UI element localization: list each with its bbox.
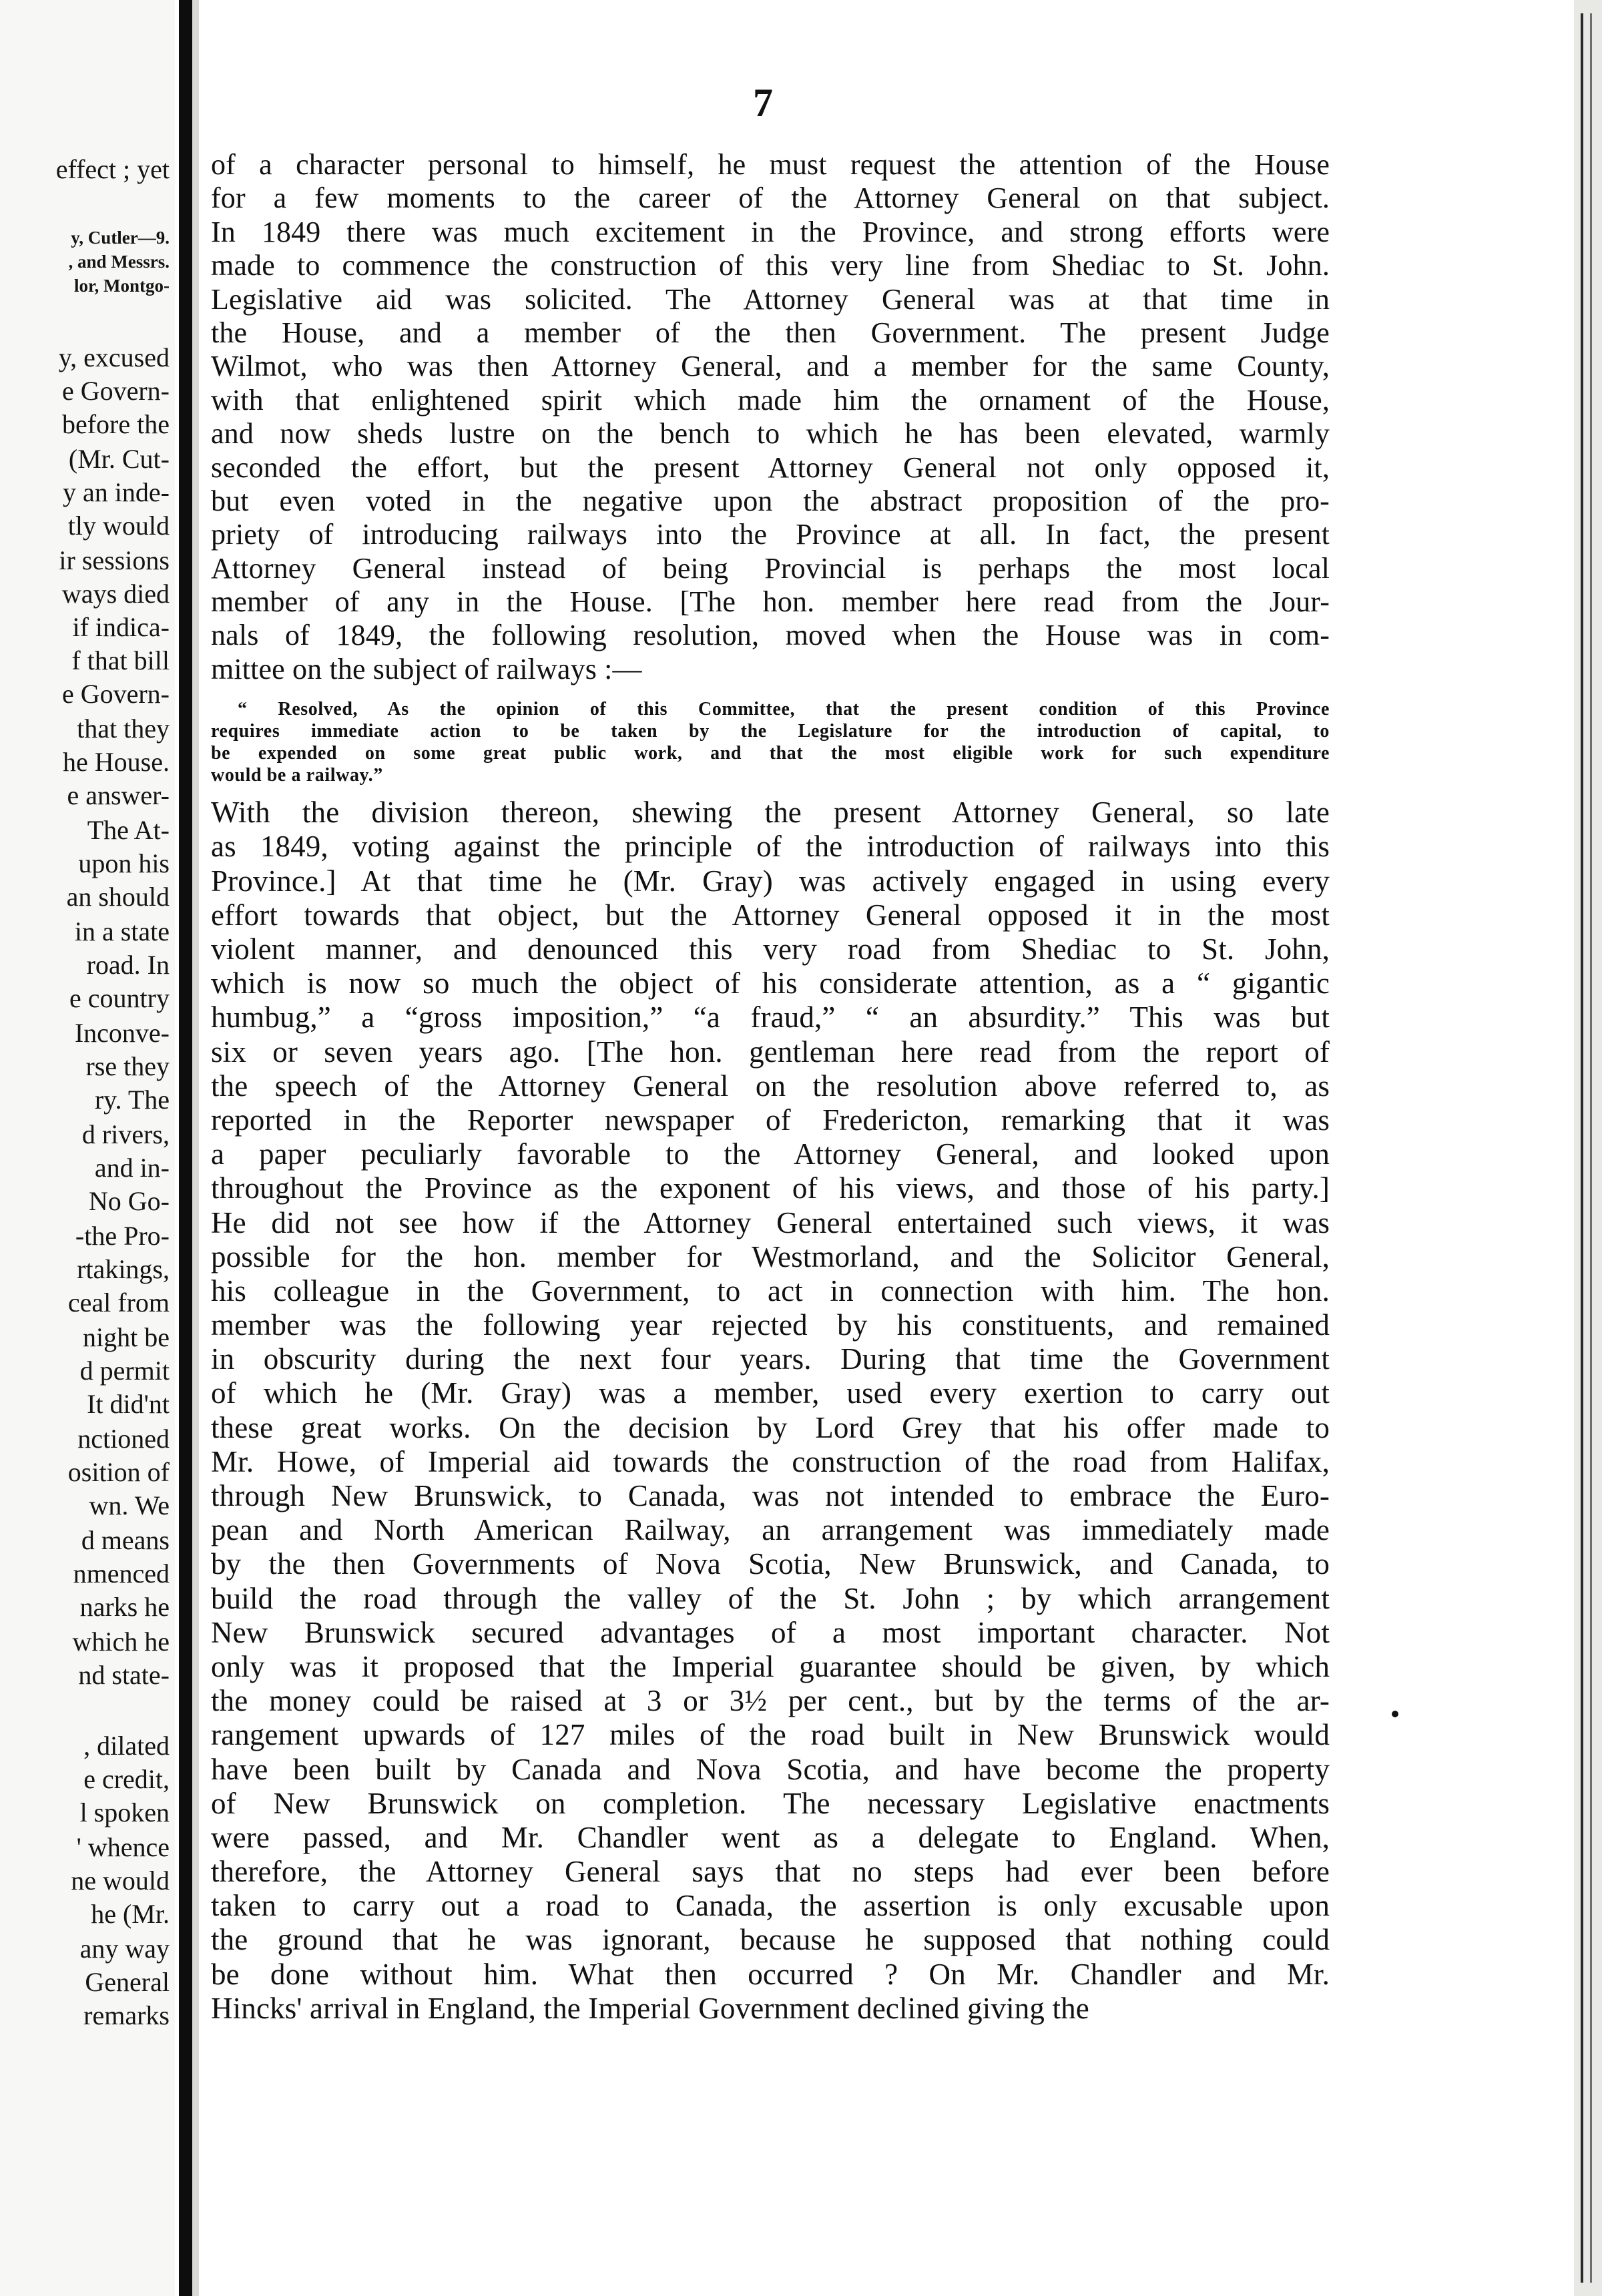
left-page-line: effect ; yet (55, 154, 170, 184)
body-line: violent manner, and denounced this very road from Shediac to St. John, (211, 932, 1330, 966)
left-page-line: upon his (78, 848, 170, 878)
left-page-line: remarks (83, 2000, 170, 2030)
page-edge-line-secondary (1590, 13, 1592, 2283)
left-page-line: in a state (74, 916, 170, 946)
left-page-line: , and Messrs. (68, 252, 170, 272)
body-line: possible for the hon. member for Westmorland, and the Solicitor General, (211, 1239, 1330, 1273)
left-page-line: and in- (94, 1153, 170, 1183)
left-page-line: No Go- (88, 1186, 170, 1216)
left-page-line: lor, Montgo- (74, 276, 170, 296)
body-line: the House, and a member of the then Government. The present Judge (211, 316, 1330, 349)
page-edge-line (1581, 13, 1583, 2283)
body-line: made to commence the construction of this very line from Shediac to St. John. (211, 249, 1330, 282)
body-line: six or seven years ago. [The hon. gentleman here read from the report of (211, 1035, 1330, 1069)
left-page-line: d means (81, 1525, 170, 1555)
body-line: these great works. On the decision by Lord Grey that his offer made to (211, 1410, 1330, 1444)
body-line: mittee on the subject of railways :— (211, 652, 642, 685)
page-gutter (179, 0, 192, 2296)
main-text-column (211, 148, 1330, 2026)
body-line: of New Brunswick on completion. The necessary Legislative enactments (211, 1786, 1330, 1820)
left-page-line: rtakings, (77, 1254, 170, 1284)
left-page-line: l spoken (79, 1797, 170, 1827)
left-page-line: tly would (67, 511, 170, 541)
body-line: seconded the effort, but the present Attorney General not only opposed it, (211, 451, 1330, 484)
body-line: as 1849, voting against the principle of the introduction of railways into this (211, 830, 1330, 864)
left-page-line: he House. (63, 747, 170, 777)
lower-paragraph (211, 796, 1330, 2026)
left-page-line: nd state- (78, 1660, 170, 1690)
left-page-line: Inconve- (74, 1018, 170, 1048)
body-line: With the division thereon, shewing the present Attorney General, so late (211, 796, 1330, 830)
body-line: nals of 1849, the following resolution, moved when the House was in com- (211, 619, 1330, 652)
left-page-line: road. In (86, 950, 170, 980)
left-page-line: ways died (61, 579, 170, 609)
body-line: rangement upwards of 127 miles of the road built in New Brunswick would (211, 1718, 1330, 1752)
left-page-line: ceal from (67, 1287, 170, 1318)
left-page-line: ne would (71, 1866, 170, 1896)
body-line: his colleague in the Government, to act in connection with him. The hon. (211, 1273, 1330, 1308)
left-page-line: ry. The (94, 1085, 170, 1115)
quote-line: would be a railway.” (211, 765, 383, 786)
resolution-quote (211, 698, 1330, 786)
left-page-line: he (Mr. (91, 1899, 170, 1929)
body-line: by the then Governments of Nova Scotia, New Brunswick, and Canada, to (211, 1547, 1330, 1581)
left-page-line: that they (77, 713, 170, 744)
body-line: effort towards that object, but the Attorney General opposed it in the most (211, 898, 1330, 932)
upper-paragraph (211, 148, 1330, 686)
left-page-fragment (0, 0, 175, 2296)
body-line: In 1849 there was much excitement in the Province, and strong efforts were (211, 215, 1330, 248)
body-line: member was the following year rejected by his constituents, and remained (211, 1308, 1330, 1342)
left-page-line: , dilated (83, 1731, 170, 1761)
left-page-line: rse they (85, 1051, 170, 1081)
left-page-line: The At- (87, 815, 170, 845)
left-page-line: nmenced (73, 1558, 170, 1589)
body-line: He did not see how if the Attorney General entertained such views, it was (211, 1205, 1330, 1239)
left-page-line: any way (79, 1934, 170, 1964)
left-page-line: It did'nt (87, 1389, 170, 1419)
body-line: priety of introducing railways into the Province at all. In fact, the present (211, 518, 1330, 551)
left-page-line: wn. We (89, 1490, 170, 1520)
quote-line: requires immediate action to be taken by the Legislature for the introduction of capital, to (211, 721, 1330, 742)
left-page-line: ' whence (76, 1832, 170, 1862)
gutter-shadow (192, 0, 199, 2296)
left-page-line: f that bill (71, 645, 170, 675)
body-line: Province.] At that time he (Mr. Gray) was actively engaged in using every (211, 864, 1330, 898)
body-line: in obscurity during the next four years. During that time the Government (211, 1342, 1330, 1376)
left-page-line: d rivers, (81, 1119, 170, 1149)
body-line: Wilmot, who was then Attorney General, and a member for the same County, (211, 350, 1330, 383)
left-page-line: night be (83, 1322, 170, 1352)
body-line: reported in the Reporter newspaper of Fredericton, remarking that it was (211, 1103, 1330, 1137)
left-page-line: osition of (67, 1457, 170, 1487)
left-page-line: d permit (79, 1356, 170, 1386)
body-line: but even voted in the negative upon the abstract proposition of the pro- (211, 484, 1330, 517)
body-line: which is now so much the object of his considerate attention, as a “ gigantic (211, 966, 1330, 1000)
body-line: have been built by Canada and Nova Scotia, and have become the property (211, 1752, 1330, 1786)
body-line: for a few moments to the career of the Attorney General on that subject. (211, 182, 1330, 215)
body-line: the speech of the Attorney General on the resolution above referred to, as (211, 1069, 1330, 1103)
body-line: be done without him. What then occurred ? On Mr. Chandler and Mr. (211, 1957, 1330, 1991)
quote-line: be expended on some great public work, and that the most eligible work for such expenditure (211, 743, 1330, 764)
left-page-line: e Govern- (61, 679, 170, 709)
body-line: throughout the Province as the exponent of his views, and those of his party.] (211, 1171, 1330, 1205)
left-page-line: General (85, 1967, 170, 1997)
body-line: only was it proposed that the Imperial guarantee should be given, by which (211, 1649, 1330, 1683)
body-line: build the road through the valley of the St. John ; by which arrangement (211, 1581, 1330, 1615)
body-line: Mr. Howe, of Imperial aid towards the construction of the road from Halifax, (211, 1444, 1330, 1478)
body-line: a paper peculiarly favorable to the Attorney General, and looked upon (211, 1137, 1330, 1171)
left-page-line: an should (66, 882, 170, 912)
left-page-line: if indica- (72, 612, 170, 642)
left-page-line: -the Pro- (75, 1221, 170, 1251)
left-page-line: e Govern- (61, 376, 170, 406)
body-line: member of any in the House. [The hon. member here read from the Jour- (211, 585, 1330, 619)
right-page-edge (1574, 0, 1602, 2296)
left-page-line: which he (72, 1627, 170, 1657)
left-page-line: e credit, (83, 1764, 170, 1794)
left-page-line: y, Cutler—9. (71, 228, 170, 248)
body-line: pean and North American Railway, an arrangement was immediately made (211, 1513, 1330, 1547)
body-line: and now sheds lustre on the bench to which he has been elevated, warmly (211, 417, 1330, 451)
left-page-line: (Mr. Cut- (68, 444, 170, 474)
body-line: with that enlightened spirit which made him the ornament of the House, (211, 383, 1330, 416)
page-number: 7 (753, 81, 773, 125)
body-line: New Brunswick secured advantages of a most important character. Not (211, 1615, 1330, 1649)
left-page-line: narks he (79, 1592, 170, 1622)
body-line: were passed, and Mr. Chandler went as a delegate to England. When, (211, 1820, 1330, 1854)
body-line: of a character personal to himself, he must request the attention of the House (211, 148, 1330, 181)
body-line: Attorney General instead of being Provincial is perhaps the most local (211, 551, 1330, 585)
body-line: through New Brunswick, to Canada, was not intended to embrace the Euro- (211, 1479, 1330, 1512)
left-page-line: e country (69, 983, 170, 1013)
body-line: taken to carry out a road to Canada, the assertion is only excusable upon (211, 1889, 1330, 1923)
left-page-line: y an inde- (63, 477, 170, 507)
body-line: of which he (Mr. Gray) was a member, used every exertion to carry out (211, 1376, 1330, 1410)
body-line: Legislative aid was solicited. The Attorney General was at that time in (211, 282, 1330, 316)
left-page-line: nctioned (77, 1424, 170, 1454)
body-line: Hincks' arrival in England, the Imperial Government declined giving the (211, 1991, 1089, 2025)
left-page-line: e answer- (67, 780, 170, 810)
left-page-line: y, excused (58, 342, 170, 372)
quote-line: “ Resolved, As the opinion of this Committee, that the present condition of this Province (238, 699, 1330, 720)
body-line: humbug,” a “gross imposition,” “a fraud,” “ an absurdity.” This was but (211, 1000, 1330, 1035)
body-line: the ground that he was ignorant, because he supposed that nothing could (211, 1923, 1330, 1957)
body-line: the money could be raised at 3 or 3½ per cent., but by the terms of the ar- (211, 1684, 1330, 1718)
ink-dot (1392, 1711, 1398, 1717)
left-page-line: ir sessions (59, 545, 170, 575)
left-page-line: before the (61, 409, 170, 439)
body-line: therefore, the Attorney General says that no steps had ever been before (211, 1855, 1330, 1889)
